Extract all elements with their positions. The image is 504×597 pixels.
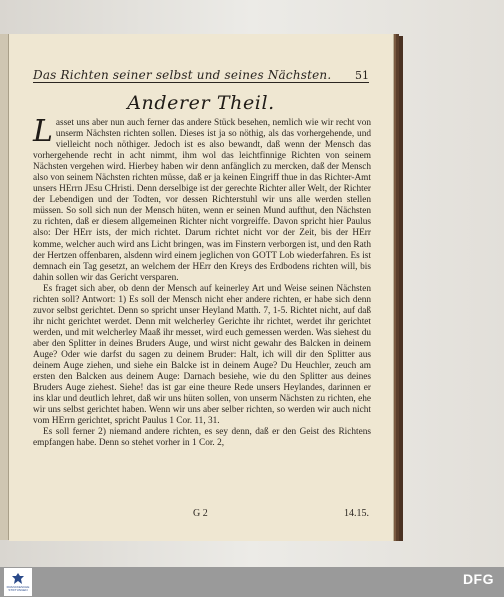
paragraph-2: Es fraget sich aber, ob denn der Mensch auf keinerley Art und Weise seinen Nächsten richten soll? Antwort: 1) Es soll der Mensch nicht eher andere richten, er habe sich denn zuvor selbst gerichtet. Denn so spricht unser Heyland Matth. 7, 1-5. Richtet nicht, auf daß ihr nicht gerichtet werdet. Denn mit welcherley Gerichte ihr richtet, werdet ihr gerichtet werden, und mit welcherley Maaß ihr messet, wird euch gemessen werden. Was siehest du aber den Splitter in deines Bruders Auge, und wirst nicht gewahr des Balcken in deinem Auge? Oder wie darfst du sagen zu deinem Bruder: Halt, ich will dir den Splitter aus deinem Auge ziehen, und siehe ein Balcke ist in deinem Auge? Du Heuchler, zeuch am ersten den Balcken aus deinem Auge: Darnach besiehe, wie du den Splitter aus deines Bruders Auge ziehest. Siehe! das ist gar eine theure Rede unsers Heylandes, darinnen er ins klar und deutlich lehret, daß wir uns hüten sollen, von unserm Nächsten zu richten, ehe wir uns selbst gerichtet haben. Wenn wir uns aber selber richten, so werden wir auch nicht vom HErrn gerichtet, spricht Paulus 1 Cor. 11, 31. [33, 283, 371, 427]
page-number: 51 [355, 69, 369, 82]
section-title: Anderer Theil. [127, 92, 275, 114]
viewer-footer-bar [0, 567, 504, 597]
signature-line [33, 508, 371, 520]
franckesche-stiftungen-logo[interactable] [4, 568, 32, 596]
paragraph-1 [33, 114, 371, 284]
dfg-logo[interactable]: DFG [462, 571, 494, 587]
catchword: 14.15. [344, 508, 369, 519]
drop-cap: L [33, 114, 53, 149]
page-header [33, 62, 369, 83]
signature-mark: G 2 [193, 508, 208, 519]
eagle-logo-icon [11, 572, 25, 586]
paragraph-1-text: asset uns aber nun auch ferner das andere Stück besehen, nemlich wie wir recht von unserm Nächsten richten sollen. Dieses ist ja so nöthig, als das vorhergehende, und vielleicht noch nöthiger. Jedoch ist es also bewandt, daß wenn der Mensch das vorhergehende recht in acht nimmt, ihm wol das leichtfinnige Richten von seinem Nächsten vergehen wird. Hierbey haben wir denn anfänglich zu mercken, daß der Mensch also von seinem Nächsten richten müsse, daß er ja keinen Eingriff thue in das Richter-Amt unsers HErrn JEsu CHristi. Denn derselbige ist der gerechte Richter aller Welt, der Richter der Lebendigen und der Todten, vor dessen Richterstuhl wir uns alle werden stellen müssen. So soll sich nun der Mensch hüten, wenn er seinen Mund aufthut, den Nächsten zu richten, daß er diesem allgemeinen Richter nicht vorgreiffe. Davon spricht hier Paulus also: Der HErr ists, der mich richtet. Darum richtet nicht vor der Zeit, bis der HErr komme, welcher auch wird ans Licht bringen, was im Finstern verborgen ist, und den Rath der Hertzen offenbaren, alsdenn wird einem jeglichen von GOTT Lob wiederfahren. Es ist demnach ein Tag gesetzt, an welchem der HErr den Kreys des Erdbodens richten will, bis dahin sollen wir das Gericht versparen. [33, 118, 371, 283]
logo-caption: FRANCKESCHE STIFTUNGEN [6, 585, 30, 592]
running-head: Das Richten seiner selbst und seines Nächsten. [33, 68, 332, 82]
body-text [33, 114, 371, 449]
left-page-edge [0, 34, 9, 540]
book-page [9, 34, 393, 541]
paragraph-3: Es soll ferner 2) niemand andere richten, es sey denn, daß er den Geist des Richtens empfangen habe. Denn so stehet vorher in 1 Cor. 2, [33, 427, 371, 449]
